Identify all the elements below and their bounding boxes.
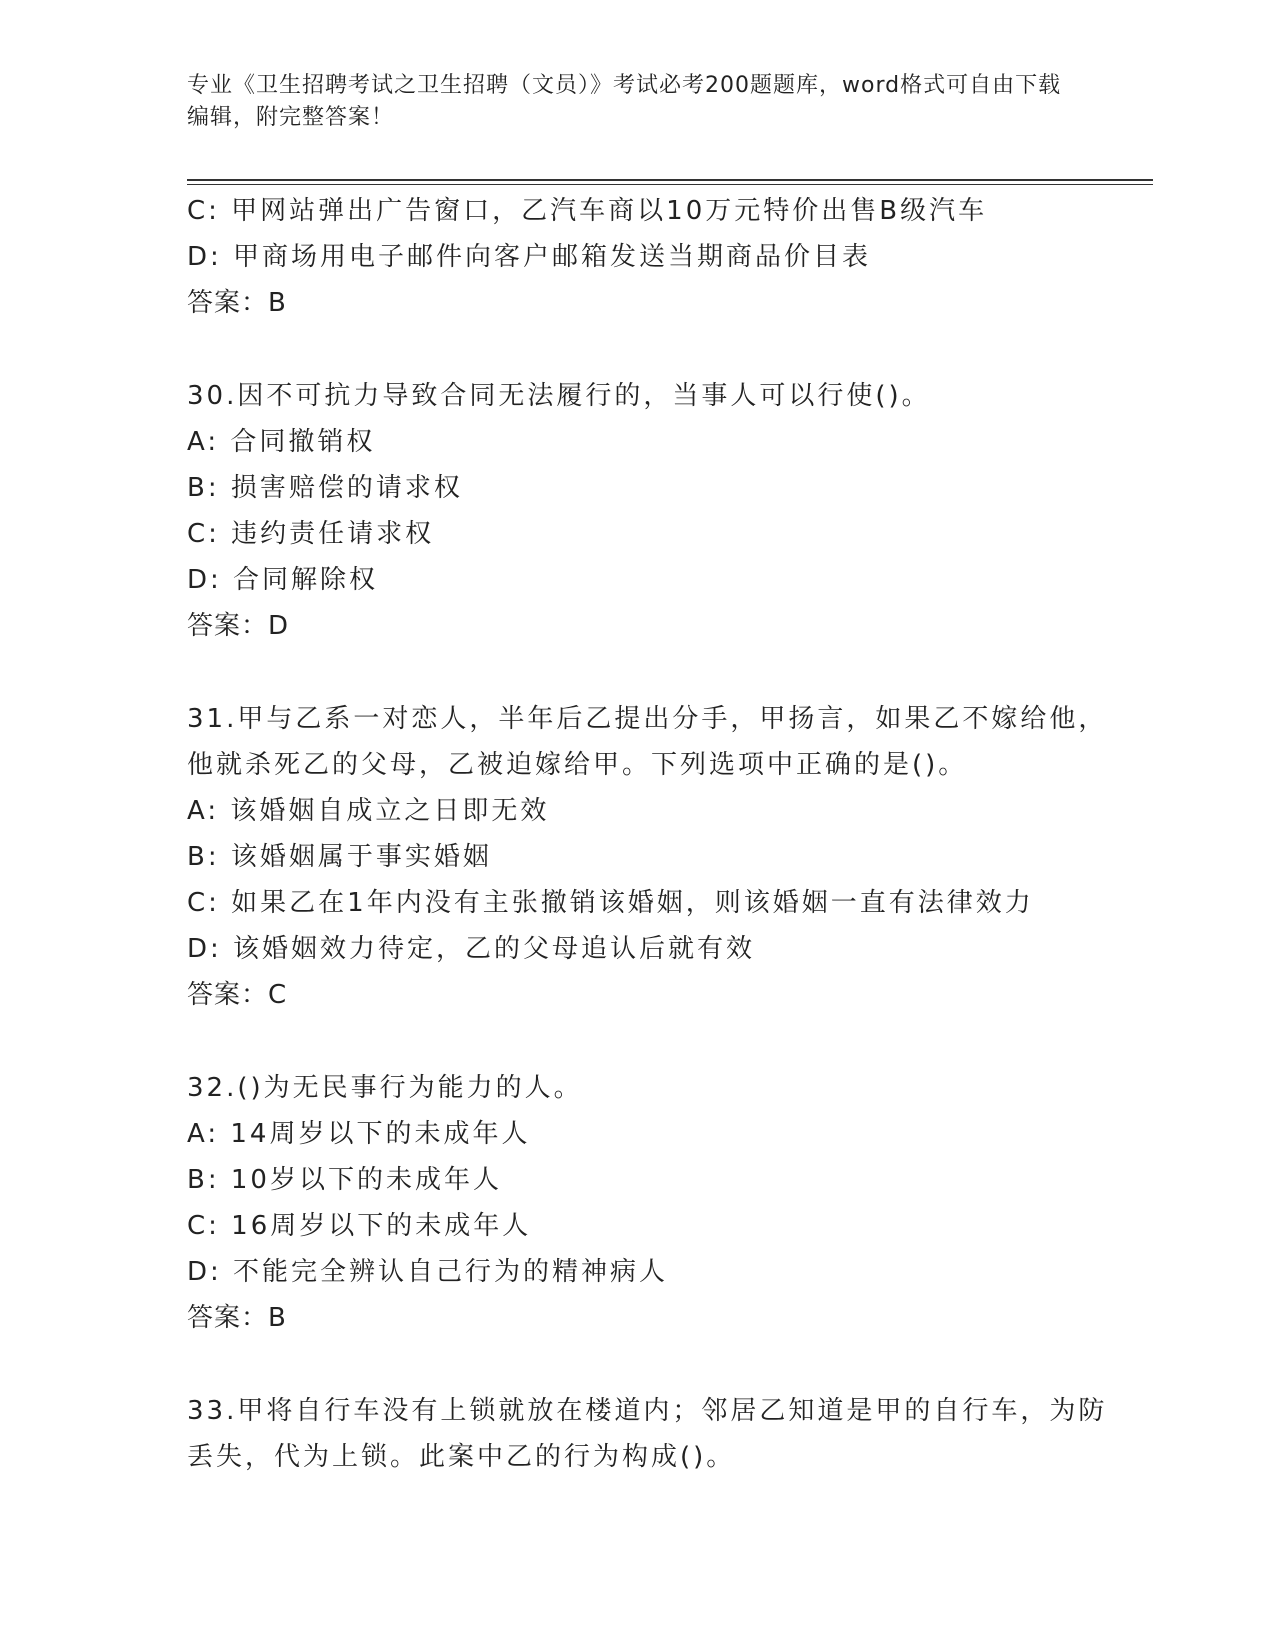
answer-line: 答案：D — [187, 611, 290, 641]
document-body — [187, 188, 1127, 1480]
page-header: 专业《卫生招聘考试之卫生招聘（文员）》考试必考200题题库，word格式可自由下载编辑，附完整答案！ — [187, 73, 1062, 130]
question-32 — [187, 1065, 1127, 1341]
option-a: A: 合同撤销权 — [187, 427, 376, 457]
option-d: D: 合同解除权 — [187, 565, 379, 595]
option-a: A: 该婚姻自成立之日即无效 — [187, 796, 550, 826]
option-d: D: 该婚姻效力待定，乙的父母追认后就有效 — [187, 934, 756, 964]
answer-line: 答案：B — [187, 1303, 287, 1333]
option-b: B: 该婚姻属于事实婚姻 — [187, 842, 492, 872]
option-c: C: 甲网站弹出广告窗口，乙汽车商以10万元特价出售B级汽车 — [187, 196, 988, 226]
question-29-continuation — [187, 188, 1127, 326]
option-c: C: 违约责任请求权 — [187, 519, 435, 549]
option-b: B: 10岁以下的未成年人 — [187, 1165, 502, 1195]
header-rule-thick — [187, 179, 1153, 181]
question-33 — [187, 1388, 1127, 1480]
option-d: D: 甲商场用电子邮件向客户邮箱发送当期商品价目表 — [187, 242, 872, 272]
header-rule-thin — [187, 184, 1153, 185]
option-a: A: 14周岁以下的未成年人 — [187, 1119, 531, 1149]
question-30 — [187, 373, 1127, 649]
option-c: C: 如果乙在1年内没有主张撤销该婚姻，则该婚姻一直有法律效力 — [187, 888, 1034, 918]
question-text: 32.()为无民事行为能力的人。 — [187, 1073, 583, 1103]
answer-line: 答案：B — [187, 288, 287, 318]
option-b: B: 损害赔偿的请求权 — [187, 473, 463, 503]
answer-line: 答案：C — [187, 980, 288, 1010]
question-text: 33.甲将自行车没有上锁就放在楼道内；邻居乙知道是甲的自行车，为防丢失，代为上锁。此案中乙的行为构成()。 — [187, 1396, 1108, 1472]
question-31 — [187, 696, 1127, 1018]
option-c: C: 16周岁以下的未成年人 — [187, 1211, 532, 1241]
question-text: 30.因不可抗力导致合同无法履行的，当事人可以行使()。 — [187, 381, 931, 411]
option-d: D: 不能完全辨认自己行为的精神病人 — [187, 1257, 669, 1287]
question-text: 31.甲与乙系一对恋人，半年后乙提出分手，甲扬言，如果乙不嫁给他，他就杀死乙的父母，乙被迫嫁给甲。下列选项中正确的是()。 — [187, 704, 1108, 780]
